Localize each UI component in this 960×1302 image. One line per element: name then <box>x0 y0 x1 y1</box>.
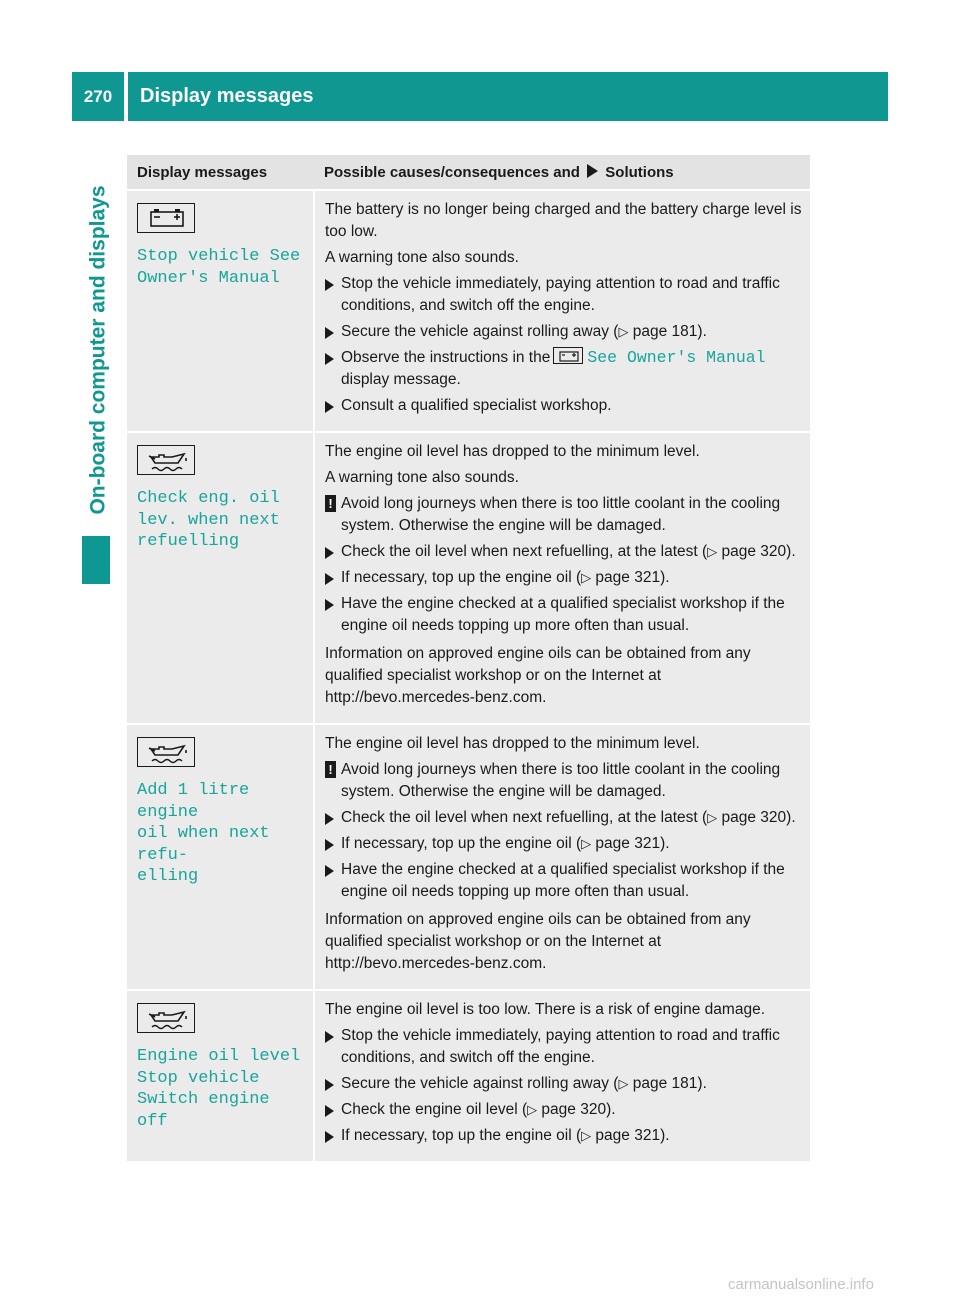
oil-can-icon <box>137 1003 195 1033</box>
display-message-text: Stop vehicle See Owner's Manual <box>137 247 301 288</box>
info-text: Information on approved engine oils can be obtained from any qualified specialist workshop or on the Internet at http://bevo.mercedes-benz.com. <box>325 911 751 972</box>
step-arrow-icon <box>325 599 334 611</box>
table-row <box>127 432 810 724</box>
page-reference-link[interactable]: page 320 <box>721 809 787 826</box>
inline-message-text: See Owner's Manual <box>587 348 766 367</box>
table-row <box>127 990 810 1162</box>
cause-text: The battery is no longer being charged and the battery charge level is too low. <box>325 201 802 240</box>
step-text: If necessary, top up the engine oil ( <box>341 835 582 852</box>
solution-step <box>325 395 802 417</box>
step-text: Observe the instructions in the <box>341 349 551 366</box>
table-header-row <box>127 155 810 190</box>
step-text: Consult a qualified specialist workshop. <box>341 397 612 414</box>
step-arrow-icon <box>325 547 334 559</box>
table-row <box>127 190 810 432</box>
page-reference-link[interactable]: page 321 <box>595 1127 661 1144</box>
battery-icon <box>137 203 195 233</box>
warning-icon: ! <box>325 761 336 778</box>
step-arrow-icon <box>325 279 334 291</box>
solution-step <box>325 1125 802 1147</box>
step-text: Have the engine checked at a qualified specialist workshop if the engine oil needs topping up more often than usual. <box>341 595 785 634</box>
display-cell <box>127 190 314 432</box>
page-ref-icon: ▷ <box>707 544 718 559</box>
causes-cell <box>314 724 810 990</box>
cause-text: The engine oil level has dropped to the minimum level. <box>325 443 700 460</box>
page-ref-icon: ▷ <box>707 810 718 825</box>
display-message-text: Add 1 litre engine oil when next refu‐ elling <box>137 781 270 886</box>
solution-step <box>325 347 802 391</box>
battery-icon <box>553 347 583 364</box>
step-arrow-icon <box>325 327 334 339</box>
step-arrow-icon <box>325 1105 334 1117</box>
cause-text: A warning tone also sounds. <box>325 249 519 266</box>
step-text: ). <box>660 1127 670 1144</box>
info-text: Information on approved engine oils can be obtained from any qualified specialist workshop or on the Internet at http://bevo.mercedes-benz.com. <box>325 645 751 706</box>
page-ref-icon: ▷ <box>527 1102 538 1117</box>
step-text: If necessary, top up the engine oil ( <box>341 569 582 586</box>
display-cell <box>127 724 314 990</box>
step-text: Secure the vehicle against rolling away ( <box>341 323 619 340</box>
step-text: ). <box>606 1101 616 1118</box>
step-text: Stop the vehicle immediately, paying attention to road and traffic conditions, and switch off the engine. <box>341 275 780 314</box>
step-text: Secure the vehicle against rolling away ( <box>341 1075 619 1092</box>
step-text: ). <box>786 809 796 826</box>
step-text: Have the engine checked at a qualified specialist workshop if the engine oil needs topping up more often than usual. <box>341 861 785 900</box>
page-reference-link[interactable]: page 181 <box>632 1075 698 1092</box>
side-tab-marker <box>82 536 110 584</box>
col-header-solutions-text: Solutions <box>605 163 674 181</box>
step-text: display message. <box>341 371 461 388</box>
watermark: carmanualsonline.info <box>728 1276 874 1293</box>
warning-note <box>325 759 802 803</box>
page-ref-icon: ▷ <box>581 570 592 585</box>
col-header-display: Display messages <box>127 155 314 190</box>
causes-cell <box>314 432 810 724</box>
solution-step <box>325 593 802 637</box>
page-ref-icon: ▷ <box>581 1128 592 1143</box>
step-text: ). <box>660 569 670 586</box>
step-arrow-icon <box>325 813 334 825</box>
step-arrow-icon <box>325 353 334 365</box>
step-text: Stop the vehicle immediately, paying attention to road and traffic conditions, and switch off the engine. <box>341 1027 780 1066</box>
step-arrow-icon <box>325 573 334 585</box>
step-text: If necessary, top up the engine oil ( <box>341 1127 582 1144</box>
action-arrow-icon <box>587 164 598 178</box>
table-row <box>127 724 810 990</box>
page-ref-icon: ▷ <box>581 836 592 851</box>
solution-step <box>325 807 802 829</box>
side-tab <box>82 165 116 535</box>
step-text: ). <box>786 543 796 560</box>
cause-text: The engine oil level is too low. There is a risk of engine damage. <box>325 1001 765 1018</box>
solution-step <box>325 1073 802 1095</box>
solution-step <box>325 321 802 343</box>
solution-step <box>325 541 802 563</box>
col-header-causes <box>314 155 810 190</box>
oil-can-icon <box>137 737 195 767</box>
step-text: Check the engine oil level ( <box>341 1101 528 1118</box>
page-reference-link[interactable]: page 320 <box>541 1101 607 1118</box>
warning-icon: ! <box>325 495 336 512</box>
cause-text: A warning tone also sounds. <box>325 469 519 486</box>
step-arrow-icon <box>325 401 334 413</box>
solution-step <box>325 1099 802 1121</box>
causes-cell <box>314 990 810 1162</box>
step-arrow-icon <box>325 865 334 877</box>
solution-step <box>325 273 802 317</box>
side-tab-label: On-board computer and displays <box>87 185 110 515</box>
step-text: ). <box>697 1075 707 1092</box>
cause-text: The engine oil level has dropped to the minimum level. <box>325 735 700 752</box>
step-text: Check the oil level when next refuelling, at the latest ( <box>341 809 708 826</box>
step-text: Check the oil level when next refuelling, at the latest ( <box>341 543 708 560</box>
page-reference-link[interactable]: page 181 <box>632 323 698 340</box>
causes-cell <box>314 190 810 432</box>
display-cell <box>127 990 314 1162</box>
col-header-causes-text: Possible causes/consequences and <box>324 163 580 181</box>
page-number: 270 <box>72 72 124 121</box>
display-cell <box>127 432 314 724</box>
display-message-text: Check eng. oil lev. when next refuelling <box>137 489 280 551</box>
display-messages-table <box>127 155 810 1163</box>
step-arrow-icon <box>325 1079 334 1091</box>
step-arrow-icon <box>325 1131 334 1143</box>
oil-can-icon <box>137 445 195 475</box>
page-reference-link[interactable]: page 321 <box>595 569 661 586</box>
solution-step <box>325 1025 802 1069</box>
page-ref-icon: ▷ <box>618 1076 629 1091</box>
solution-step <box>325 833 802 855</box>
page-title: Display messages <box>128 72 888 121</box>
page-ref-icon: ▷ <box>618 324 629 339</box>
step-arrow-icon <box>325 839 334 851</box>
step-arrow-icon <box>325 1031 334 1043</box>
page-reference-link[interactable]: page 320 <box>721 543 787 560</box>
solution-step <box>325 859 802 903</box>
step-text: ). <box>660 835 670 852</box>
step-text: ). <box>697 323 707 340</box>
warning-text: Avoid long journeys when there is too little coolant in the cooling system. Otherwise the engine will be damaged. <box>341 495 781 534</box>
solution-step <box>325 567 802 589</box>
warning-note <box>325 493 802 537</box>
warning-text: Avoid long journeys when there is too little coolant in the cooling system. Otherwise the engine will be damaged. <box>341 761 781 800</box>
display-message-text: Engine oil level Stop vehicle Switch engine off <box>137 1047 301 1131</box>
page-reference-link[interactable]: page 321 <box>595 835 661 852</box>
